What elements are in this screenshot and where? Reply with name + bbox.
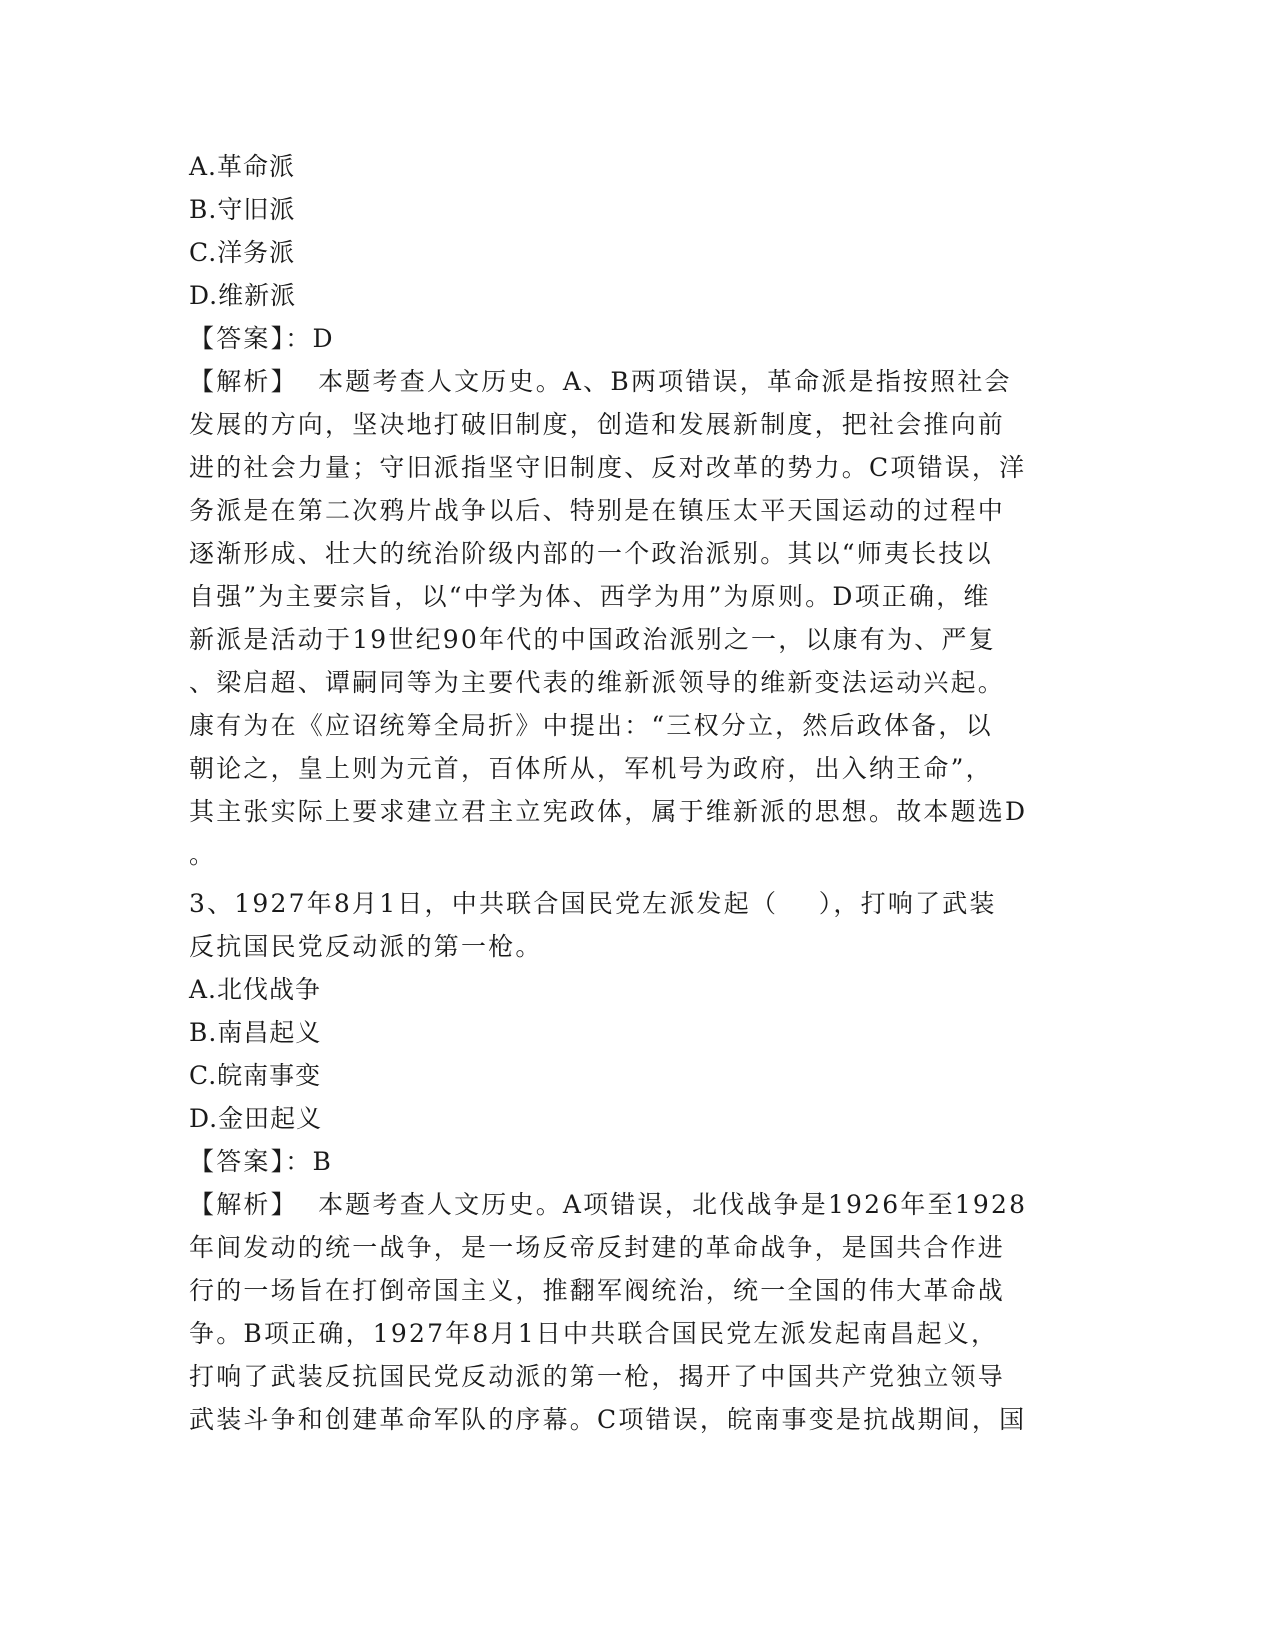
option-d: D.金田起义 <box>189 1104 323 1133</box>
analysis-line: 自强”为主要宗旨，以“中学为体、西学为用”为原则。D项正确，维 <box>189 582 991 611</box>
question-stem-line: 反抗国民党反动派的第一枪。 <box>189 932 543 961</box>
analysis-line: 务派是在第二次鸦片战争以后、特别是在镇压太平天国运动的过程中 <box>189 496 1006 525</box>
option-b: B.南昌起义 <box>189 1018 322 1047</box>
question-3-stem <box>189 882 1084 968</box>
analysis-line: 【解析】 本题考查人文历史。A、B两项错误，革命派是指按照社会 <box>189 367 1012 396</box>
analysis-line: 打响了武装反抗国民党反动派的第一枪，揭开了中国共产党独立领导 <box>189 1362 1006 1391</box>
analysis-line: 、梁启超、谭嗣同等为主要代表的维新派领导的维新变法运动兴起。 <box>189 668 1006 697</box>
analysis-line: 【解析】 本题考查人文历史。A项错误，北伐战争是1926年至1928 <box>189 1190 1028 1219</box>
analysis-line: 年间发动的统一战争，是一场反帝反封建的革命战争，是国共合作进 <box>189 1233 1006 1262</box>
question-3-answer: 【答案】：B <box>189 1147 334 1176</box>
question-stem-line: 3、1927年8月1日，中共联合国民党左派发起（ ），打响了武装 <box>189 889 997 918</box>
question-3-analysis <box>189 1183 1084 1441</box>
question-3-options <box>189 968 1084 1140</box>
analysis-line: 。 <box>189 840 217 869</box>
analysis-line: 朝论之，皇上则为元首，百体所从，军机号为政府，出入纳王命”， <box>189 754 993 783</box>
analysis-line: 康有为在《应诏统筹全局折》中提出：“三权分立，然后政体备，以 <box>189 711 993 740</box>
option-a: A.北伐战争 <box>189 975 322 1004</box>
analysis-line: 武装斗争和创建革命军队的序幕。C项错误，皖南事变是抗战期间，国 <box>189 1405 1027 1434</box>
analysis-line: 发展的方向，坚决地打破旧制度，创造和发展新制度，把社会推向前 <box>189 410 1006 439</box>
option-d: D.维新派 <box>189 281 297 310</box>
analysis-line: 新派是活动于19世纪90年代的中国政治派别之一，以康有为、严复 <box>189 625 996 654</box>
document-page <box>189 145 1084 1441</box>
question-2-options <box>189 145 1084 317</box>
analysis-line: 逐渐形成、壮大的统治阶级内部的一个政治派别。其以“师夷长技以 <box>189 539 993 568</box>
analysis-line: 争。B项正确，1927年8月1日中共联合国民党左派发起南昌起义， <box>189 1319 999 1348</box>
option-b: B.守旧派 <box>189 195 296 224</box>
question-2-answer: 【答案】：D <box>189 324 335 353</box>
question-2-analysis <box>189 360 1084 876</box>
option-a: A.革命派 <box>189 152 296 181</box>
option-c: C.洋务派 <box>189 238 296 267</box>
option-c: C.皖南事变 <box>189 1061 322 1090</box>
analysis-line: 进的社会力量；守旧派指坚守旧制度、反对改革的势力。C项错误，洋 <box>189 453 1027 482</box>
analysis-line: 其主张实际上要求建立君主立宪政体，属于维新派的思想。故本题选D <box>189 797 1028 826</box>
analysis-line: 行的一场旨在打倒帝国主义，推翻军阀统治，统一全国的伟大革命战 <box>189 1276 1006 1305</box>
